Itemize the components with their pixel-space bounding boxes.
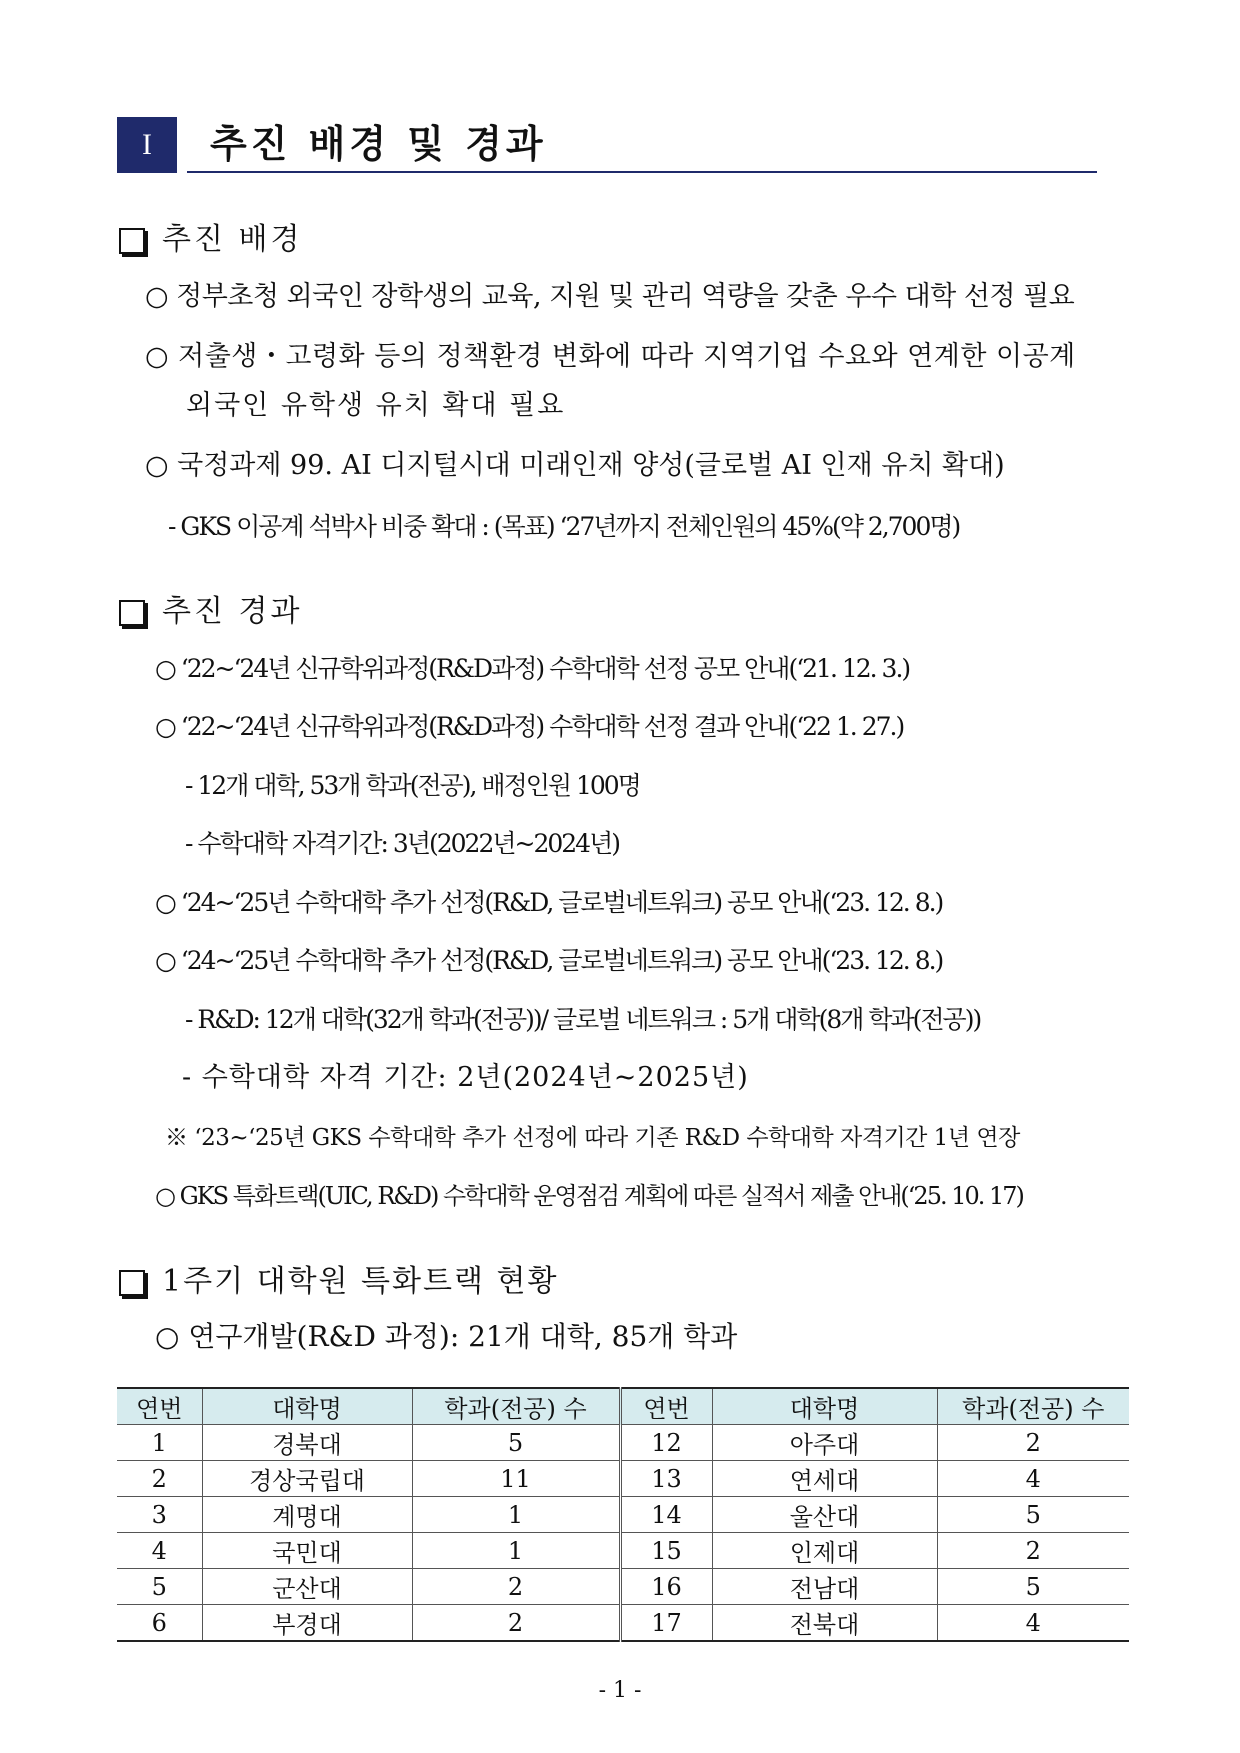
- section-underline: [187, 171, 1097, 173]
- cell-dept-count: 4: [937, 1605, 1129, 1642]
- cell-no: 4: [117, 1533, 202, 1569]
- cell-dept-count: 2: [937, 1533, 1129, 1569]
- cell-dept-count: 5: [937, 1569, 1129, 1605]
- cell-no: 16: [620, 1569, 712, 1605]
- cell-university: 경상국립대: [202, 1461, 412, 1497]
- cell-dept-count: 4: [937, 1461, 1129, 1497]
- progress-subitem-1: - 12개 대학, 53개 학과(전공), 배정인원 100명: [185, 771, 640, 800]
- checkbox-square-icon: [119, 600, 145, 626]
- cell-no: 2: [117, 1461, 202, 1497]
- cell-university: 군산대: [202, 1569, 412, 1605]
- progress-item-4: ○ ‘24~‘25년 수학대학 추가 선정(R&D, 글로벌네트워크) 공모 안내(‘23. 12. 8.): [155, 946, 943, 975]
- cell-dept-count: 2: [412, 1605, 620, 1642]
- table-row: [117, 1533, 1129, 1569]
- section-number: I: [142, 128, 152, 161]
- cell-dept-count: 5: [937, 1497, 1129, 1533]
- section-number-box: [117, 117, 177, 173]
- cell-university: 인제대: [712, 1533, 937, 1569]
- progress-item-2: ○ ‘22~‘24년 신규학위과정(R&D과정) 수학대학 선정 결과 안내(‘22 1. 27.): [155, 712, 904, 741]
- cell-university: 울산대: [712, 1497, 937, 1533]
- checkbox-square-icon: [119, 1270, 145, 1296]
- cell-university: 전남대: [712, 1569, 937, 1605]
- progress-item-3: ○ ‘24~‘25년 수학대학 추가 선정(R&D, 글로벌네트워크) 공모 안내(‘23. 12. 8.): [155, 888, 943, 917]
- background-subitem-1: - GKS 이공계 석박사 비중 확대 : (목표) ‘27년까지 전체인원의 45%(약 2,700명): [168, 512, 960, 541]
- progress-item-1: ○ ‘22~‘24년 신규학위과정(R&D과정) 수학대학 선정 공모 안내(‘21. 12. 3.): [155, 654, 910, 683]
- status-summary: ○ 연구개발(R&D 과정): 21개 대학, 85개 학과: [155, 1320, 738, 1353]
- cell-dept-count: 1: [412, 1497, 620, 1533]
- page-number: - 1 -: [598, 1678, 642, 1703]
- col-header-university: 대학명: [202, 1388, 412, 1425]
- table-header-row: [117, 1388, 1129, 1425]
- cell-university: 전북대: [712, 1605, 937, 1642]
- cell-dept-count: 2: [412, 1569, 620, 1605]
- progress-heading: 추진 경과: [162, 594, 303, 629]
- cell-university: 부경대: [202, 1605, 412, 1642]
- col-header-dept-count: 학과(전공) 수: [412, 1388, 620, 1425]
- cell-dept-count: 11: [412, 1461, 620, 1497]
- university-table: [117, 1387, 1129, 1642]
- cell-dept-count: 2: [937, 1425, 1129, 1461]
- cell-no: 13: [620, 1461, 712, 1497]
- progress-item-5: ○ GKS 특화트랙(UIC, R&D) 수학대학 운영점검 계획에 따른 실적서 제출 안내(‘25. 10. 17): [155, 1182, 1023, 1210]
- background-item-1: ○ 정부초청 외국인 장학생의 교육, 지원 및 관리 역량을 갖춘 우수 대학 선정 필요: [145, 281, 1075, 312]
- table-row: [117, 1569, 1129, 1605]
- cell-university: 아주대: [712, 1425, 937, 1461]
- checkbox-square-icon: [119, 228, 145, 254]
- progress-subitem-3: - R&D: 12개 대학(32개 학과(전공))/ 글로벌 네트워크 : 5개 대학(8개 학과(전공)): [185, 1005, 981, 1034]
- col-header-no: 연번: [117, 1388, 202, 1425]
- cell-university: 경북대: [202, 1425, 412, 1461]
- cell-no: 3: [117, 1497, 202, 1533]
- cell-no: 12: [620, 1425, 712, 1461]
- col-header-dept-count: 학과(전공) 수: [937, 1388, 1129, 1425]
- table-row: [117, 1497, 1129, 1533]
- table-row: [117, 1425, 1129, 1461]
- cell-no: 1: [117, 1425, 202, 1461]
- background-item-2-cont: 외국인 유학생 유치 확대 필요: [186, 390, 566, 421]
- background-item-3: ○ 국정과제 99. AI 디지털시대 미래인재 양성(글로벌 AI 인재 유치 확대): [145, 450, 1005, 481]
- cell-university: 연세대: [712, 1461, 937, 1497]
- col-header-university: 대학명: [712, 1388, 937, 1425]
- cell-dept-count: 5: [412, 1425, 620, 1461]
- col-header-no: 연번: [620, 1388, 712, 1425]
- cell-no: 5: [117, 1569, 202, 1605]
- background-item-2: ○ 저출생・고령화 등의 정책환경 변화에 따라 지역기업 수요와 연계한 이공계: [145, 341, 1076, 372]
- cell-no: 15: [620, 1533, 712, 1569]
- cell-university: 국민대: [202, 1533, 412, 1569]
- cell-dept-count: 1: [412, 1533, 620, 1569]
- cell-no: 17: [620, 1605, 712, 1642]
- status-heading: 1주기 대학원 특화트랙 현황: [162, 1264, 559, 1299]
- background-heading: 추진 배경: [162, 222, 303, 257]
- progress-subitem-4: - 수학대학 자격 기간: 2년(2024년~2025년): [182, 1062, 749, 1093]
- progress-subitem-2: - 수학대학 자격기간: 3년(2022년~2024년): [185, 829, 619, 858]
- progress-note: ※ ‘23~‘25년 GKS 수학대학 추가 선정에 따라 기존 R&D 수학대학 자격기간 1년 연장: [165, 1125, 1020, 1151]
- cell-university: 계명대: [202, 1497, 412, 1533]
- cell-no: 14: [620, 1497, 712, 1533]
- cell-no: 6: [117, 1605, 202, 1642]
- table-row: [117, 1461, 1129, 1497]
- section-title: 추진 배경 및 경과: [210, 122, 547, 166]
- table-row: [117, 1605, 1129, 1642]
